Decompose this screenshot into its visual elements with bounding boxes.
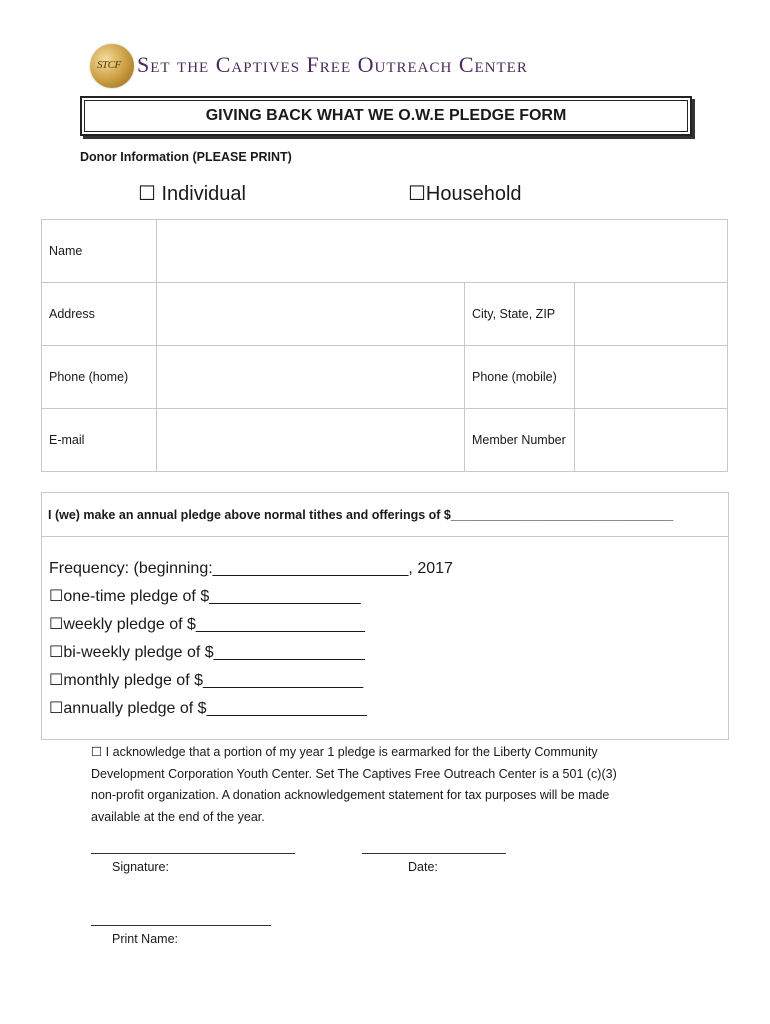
donor-info-table [41,219,728,472]
email-field[interactable] [157,409,465,472]
phone-home-label: Phone (home) [42,346,157,409]
city-state-zip-field[interactable] [575,283,728,346]
phone-mobile-label: Phone (mobile) [465,346,575,409]
pledge-option-one-time[interactable]: ☐one-time pledge of $_________________ [49,588,361,605]
signature-line[interactable] [91,853,295,854]
acknowledgement-text [91,742,617,828]
city-state-zip-label: City, State, ZIP [465,283,575,346]
table-row [42,346,728,409]
member-number-label: Member Number [465,409,575,472]
table-row [42,409,728,472]
acknowledgement-checkbox-line[interactable]: ☐ I acknowledge that a portion of my year 1 pledge is earmarked for the Liberty Community [91,745,598,759]
organization-name: Set the Captives Free Outreach Center [137,52,528,77]
table-row [42,220,728,283]
pledge-option-monthly[interactable]: ☐monthly pledge of $__________________ [49,672,364,689]
date-label: Date: [408,860,438,874]
form-title-box [80,96,692,136]
form-title: GIVING BACK WHAT WE O.W.E PLEDGE FORM [84,100,688,132]
pledge-section [41,492,729,740]
phone-mobile-field[interactable] [575,346,728,409]
phone-home-field[interactable] [157,346,465,409]
frequency-line[interactable]: Frequency: (beginning:______________________, 2017 [49,560,453,577]
email-label: E-mail [42,409,157,472]
member-number-field[interactable] [575,409,728,472]
name-label: Name [42,220,157,283]
individual-checkbox-option[interactable]: ☐ Individual [138,183,246,205]
name-field[interactable] [157,220,728,283]
date-line[interactable] [362,853,506,854]
logo-lettering: STCF [97,59,121,71]
address-field[interactable] [157,283,465,346]
print-name-label: Print Name: [112,932,178,946]
table-row [42,283,728,346]
print-name-line[interactable] [91,925,271,926]
acknowledgement-line: non-profit organization. A donation acknowledgement statement for tax purposes will be made [91,788,610,802]
address-label: Address [42,283,157,346]
annual-pledge-line[interactable]: I (we) make an annual pledge above normal tithes and offerings of $________________________________ [42,493,728,537]
donor-section-label: Donor Information (PLEASE PRINT) [80,150,292,164]
signature-label: Signature: [112,860,169,874]
pledge-option-bi-weekly[interactable]: ☐bi-weekly pledge of $_________________ [49,644,365,661]
acknowledgement-line: Development Corporation Youth Center. Set The Captives Free Outreach Center is a 501 (c)(3) [91,766,617,781]
acknowledgement-line: available at the end of the year. [91,809,265,824]
pledge-option-annually[interactable]: ☐annually pledge of $__________________ [49,700,367,717]
pledge-option-weekly[interactable]: ☐weekly pledge of $___________________ [49,616,365,633]
household-checkbox-option[interactable]: ☐Household [408,183,522,205]
